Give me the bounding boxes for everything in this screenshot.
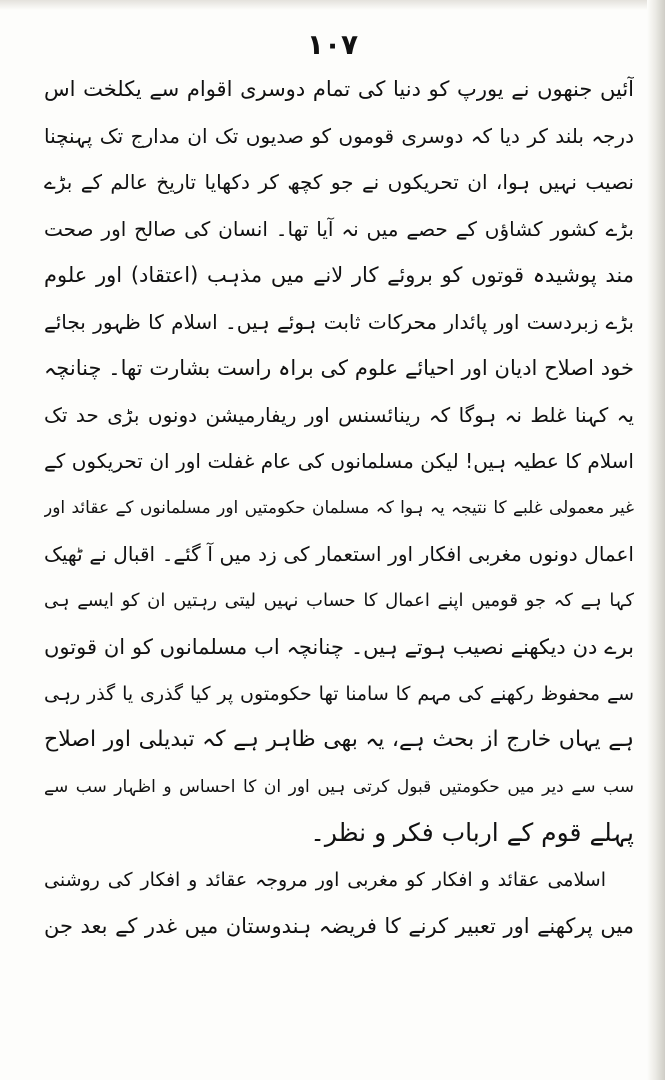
- text-line: ہے یہاں خارج از بحث ہے، یہ بھی ظاہر ہے کہ تبدیلی اور اصلاح: [44, 727, 634, 752]
- text-line: بڑے کشور کشاؤں کے حصے میں نہ آیا تھا۔ انسان کی صالح اور صحت: [44, 216, 634, 241]
- text-line: یہ کہنا غلط نہ ہوگا کہ رینائسنس اور ریفارمیشن دونوں بڑی حد تک: [44, 402, 634, 427]
- text-line-paragraph-end: پہلے قوم کے ارباب فکر و نظر۔: [310, 818, 634, 847]
- page-body-text: [44, 66, 634, 950]
- text-line: خود اصلاح ادیان اور احیائے علوم کی براہ راست بشارت تھا۔ چنانچہ: [44, 356, 634, 380]
- text-line: اعمال دونوں مغربی افکار اور استعمار کی زد میں آ گئے۔ اقبال نے ٹھیک: [44, 542, 634, 566]
- page-top-shadow: [0, 0, 665, 10]
- text-line: کہا ہے کہ جو قومیں اپنے اعمال کا حساب نہیں لیتی رہتیں ان کو ایسے ہی: [44, 589, 634, 611]
- text-line: آئیں جنھوں نے یورپ کو دنیا کی تمام دوسری اقوام سے یکلخت اس: [44, 77, 634, 101]
- text-line: بڑے زبردست اور پائدار محرکات ثابت ہوئے ہیں۔ اسلام کا ظہور بجائے: [44, 309, 634, 334]
- text-line: غیر معمولی غلبے کا نتیجہ یہ ہوا کہ مسلمان حکومتیں اور مسلمانوں کے عقائد اور: [44, 497, 634, 518]
- text-line-paragraph-start: اسلامی عقائد و افکار کو مغربی اور مروجہ عقائد و افکار کی روشنی: [44, 868, 606, 891]
- text-line: میں پرکھنے اور تعبیر کرنے کا فریضہ ہندوستان میں غدر کے بعد جن: [44, 914, 634, 938]
- page-number: ۱۰۷: [306, 28, 359, 61]
- text-line: سب سے دیر میں حکومتیں قبول کرتی ہیں اور ان کا احساس و اظہار سب سے: [44, 776, 634, 797]
- text-line: درجہ بلند کر دیا کہ دوسری قوموں کو صدیوں تک ان مدارج تک پہنچنا: [44, 123, 634, 148]
- text-line: برے دن دیکھنے نصیب ہوتے ہیں۔ چنانچہ اب مسلمانوں کو ان قوتوں: [44, 635, 634, 659]
- text-line: نصیب نہیں ہوا، ان تحریکوں نے جو کچھ کر دکھایا تاریخ عالم کے بڑے: [44, 170, 634, 194]
- text-line: مند پوشیدہ قوتوں کو بروئے کار لانے میں مذہب (اعتقاد) اور علوم: [44, 263, 634, 287]
- text-line: اسلام کا عطیہ ہیں! لیکن مسلمانوں کی عام غفلت اور ان تحریکوں کے: [44, 449, 634, 473]
- text-line: سے محفوظ رکھنے کی مہم کا سامنا تھا حکومتوں پر کیا گذری یا گذر رہی: [44, 682, 634, 705]
- page-edge-shadow: [647, 0, 665, 1080]
